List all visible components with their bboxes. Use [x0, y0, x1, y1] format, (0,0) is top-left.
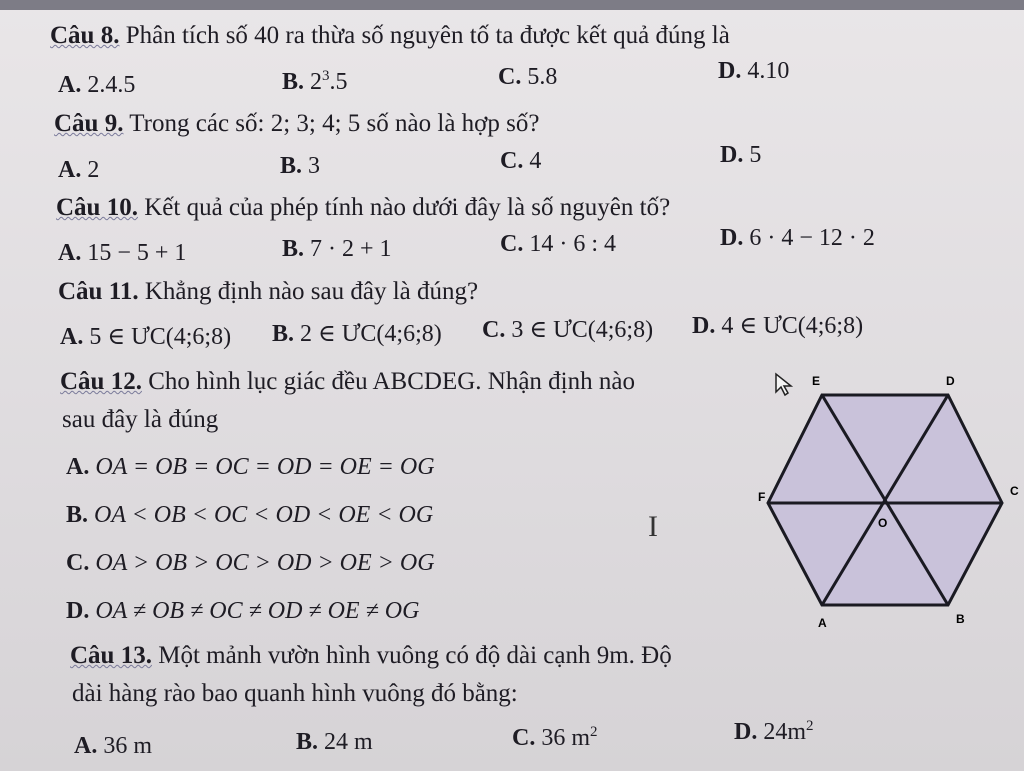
vertex-label-d: D	[946, 374, 955, 388]
text-cursor-icon: I	[648, 510, 658, 543]
q11-text: Khẳng định nào sau đây là đúng?	[144, 278, 479, 305]
vertex-label-f: F	[758, 490, 766, 504]
q8-label: Câu 8.	[50, 22, 120, 49]
q12-option-d: D. OA ≠ OB ≠ OC ≠ OD ≠ OE ≠ OG	[66, 598, 420, 624]
q9-text: Trong các số: 2; 3; 4; 5 số nào là hợp số?	[129, 110, 540, 137]
q13-option-b: B. 24 m	[296, 729, 373, 755]
q12-stem-line2: sau đây là đúng	[62, 406, 219, 433]
q11-option-d: D. 4 ∈ ƯC(4;6;8)	[692, 313, 864, 339]
q13-text1: Một mảnh vườn hình vuông có độ dài cạnh 9m. Độ	[158, 642, 672, 669]
q12-option-b: B. OA < OB < OC < OD < OE < OG	[66, 502, 434, 528]
q9-stem	[54, 110, 539, 138]
q10-text: Kết quả của phép tính nào dưới đây là số nguyên tố?	[144, 194, 671, 221]
q13-label: Câu 13.	[70, 642, 152, 669]
q10-option-c: C. 14 · 6 : 4	[500, 231, 617, 257]
q8-stem	[50, 22, 730, 50]
q10-label: Câu 10.	[56, 194, 138, 221]
q8-option-d: D. 4.10	[718, 58, 790, 84]
q11-option-b: B. 2 ∈ ƯC(4;6;8)	[272, 321, 442, 347]
q8-option-a: A. 2.4.5	[58, 72, 136, 98]
hexagon-diagram	[760, 365, 1020, 635]
q9-option-d: D. 5	[720, 142, 762, 168]
q12-option-c: C. OA > OB > OC > OD > OE > OG	[66, 550, 435, 576]
q8-option-b: B. $2^3.5$	[282, 68, 348, 95]
q10-option-d: D. 6 · 4 − 12 · 2	[720, 225, 875, 251]
q13-option-d: D. $24m^2$	[734, 718, 814, 745]
q9-option-c: C. 4	[500, 148, 542, 174]
q13-stem-line1	[70, 642, 672, 670]
q12-text1: Cho hình lục giác đều ABCDEG. Nhận định nào	[148, 368, 635, 395]
q8-text: Phân tích số 40 ra thừa số nguyên tố ta được kết quả đúng là	[125, 22, 730, 49]
q10-option-a: A. 15 − 5 + 1	[58, 240, 187, 266]
q10-option-b: B. 7 · 2 + 1	[282, 236, 392, 262]
vertex-label-b: B	[956, 612, 965, 626]
q13-stem-line2: dài hàng rào bao quanh hình vuông đó bằng:	[72, 680, 518, 707]
q12-stem-line1	[60, 368, 635, 396]
q11-option-a: A. 5 ∈ ƯC(4;6;8)	[60, 324, 232, 350]
q11-label: Câu 11.	[58, 278, 139, 305]
mouse-pointer-icon	[774, 372, 794, 398]
vertex-label-e: E	[812, 374, 821, 388]
q11-stem	[58, 278, 478, 306]
q13-option-c: C. 36 $m^2$	[512, 724, 598, 751]
center-label-o: O	[878, 516, 888, 530]
q9-option-b: B. 3	[280, 153, 321, 179]
q8-option-c: C. 5.8	[498, 64, 558, 90]
vertex-label-a: A	[818, 616, 827, 630]
q11-option-c: C. 3 ∈ ƯC(4;6;8)	[482, 317, 654, 343]
q9-label: Câu 9.	[54, 110, 124, 137]
vertex-label-c: C	[1010, 484, 1019, 498]
top-bar	[0, 0, 1024, 10]
q9-option-a: A. 2	[58, 157, 100, 183]
q10-stem	[56, 194, 670, 222]
q12-label: Câu 12.	[60, 368, 142, 395]
q12-option-a: A. OA = OB = OC = OD = OE = OG	[66, 454, 435, 480]
q13-option-a: A. 36 m	[74, 733, 153, 759]
